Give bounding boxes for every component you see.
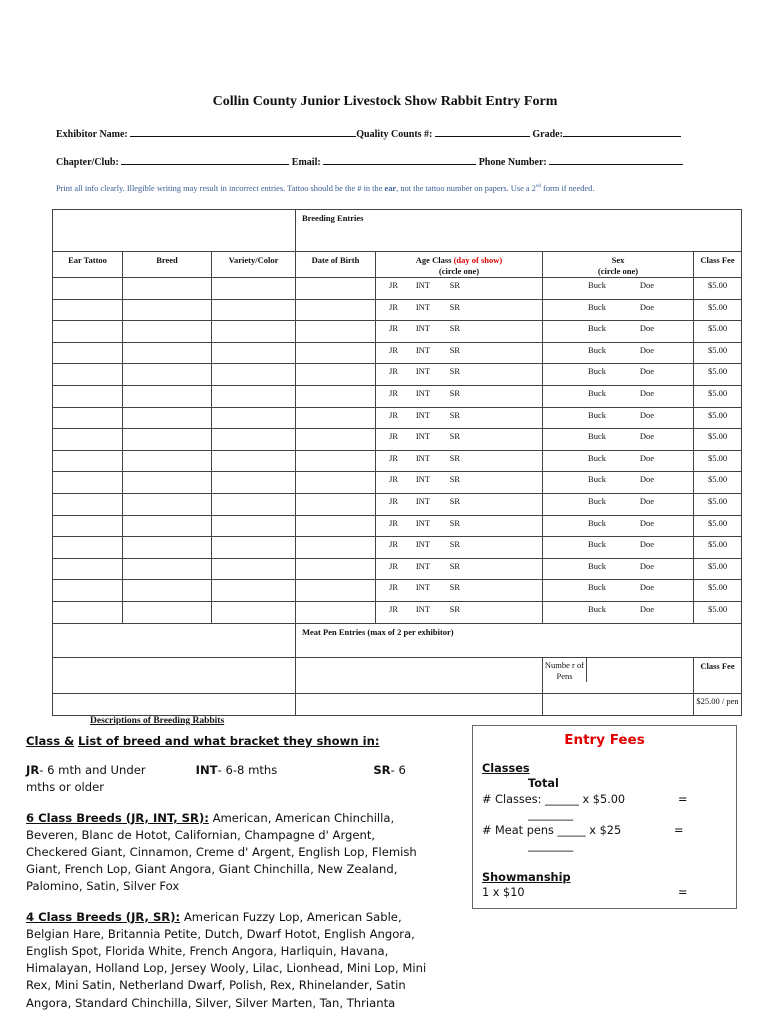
sex-cell[interactable]: [543, 515, 694, 537]
age-sr-option[interactable]: SR: [449, 474, 460, 485]
ear-tattoo-cell[interactable]: [53, 537, 123, 559]
sex-doe-option[interactable]: Doe: [639, 474, 654, 485]
meat-title-left-cell: [53, 623, 296, 657]
age-class-cell[interactable]: [376, 299, 543, 321]
breed-cell[interactable]: [123, 493, 212, 515]
breed-cell[interactable]: [123, 385, 212, 407]
breeding-entry-row: [53, 278, 742, 300]
class-fee-header: Class Fee: [694, 252, 742, 278]
sex-doe-option[interactable]: Doe: [639, 280, 654, 290]
age-int-option[interactable]: INT: [415, 431, 430, 442]
age-sr-option[interactable]: SR: [449, 323, 460, 334]
age-class-cell[interactable]: [376, 515, 543, 537]
sex-doe-option[interactable]: Doe: [639, 452, 654, 463]
meat-pens-equals: =: [674, 824, 684, 837]
meat-pens-total-blank[interactable]: ________: [528, 839, 574, 852]
variety-cell[interactable]: [212, 342, 296, 364]
dob-cell[interactable]: [296, 299, 376, 321]
age-jr-option[interactable]: JR: [389, 323, 398, 334]
age-jr-option[interactable]: JR: [389, 366, 398, 377]
class-fee-cell: $5.00: [694, 580, 742, 602]
variety-cell[interactable]: [212, 278, 296, 300]
sex-cell[interactable]: [543, 321, 694, 343]
age-int-option[interactable]: INT: [415, 452, 430, 463]
age-class-cell[interactable]: [376, 385, 543, 407]
age-class-cell[interactable]: [376, 429, 543, 451]
meat-fee-header-cell: [543, 657, 694, 693]
variety-header: Variety/Color: [212, 252, 296, 278]
sex-doe-option[interactable]: Doe: [639, 560, 654, 571]
sex-buck-option[interactable]: Buck: [588, 582, 606, 593]
age-sr-option[interactable]: SR: [449, 517, 460, 528]
age-int-option[interactable]: INT: [415, 280, 430, 290]
variety-cell[interactable]: [212, 429, 296, 451]
age-class-cell[interactable]: [376, 558, 543, 580]
ear-tattoo-cell[interactable]: [53, 515, 123, 537]
breed-cell[interactable]: [123, 558, 212, 580]
sex-doe-option[interactable]: Doe: [639, 603, 654, 614]
showmanship-equals: =: [678, 886, 688, 899]
age-class-cell[interactable]: [376, 601, 543, 623]
breeding-entry-row: [53, 321, 742, 343]
breeding-header-row: [53, 252, 742, 278]
sex-doe-option[interactable]: Doe: [639, 366, 654, 377]
meat-breed-cell[interactable]: [296, 657, 543, 693]
number-of-pens-header: Numbe r of Pens: [543, 658, 587, 682]
breed-cell[interactable]: [123, 537, 212, 559]
six-class-breeds: 6 Class Breeds (JR, INT, SR): American, American Chinchilla, Beveren, Blanc de Hotot, Californian, Champagne d' Argent, Checkered Giant, Cinnamon, Creme d' Argent, English Lop, Flemish Giant, French Lop, Giant Angora, Giant Chinchilla, New Zealand, Palomino, Satin, Silver Fox: [26, 810, 417, 894]
sex-doe-option[interactable]: Doe: [639, 495, 654, 506]
sex-buck-option[interactable]: Buck: [588, 474, 606, 485]
sex-cell[interactable]: [543, 450, 694, 472]
age-jr-option[interactable]: JR: [389, 344, 398, 355]
age-sr-option[interactable]: SR: [449, 582, 460, 593]
variety-cell[interactable]: [212, 364, 296, 386]
dob-cell[interactable]: [296, 321, 376, 343]
breed-cell[interactable]: [123, 450, 212, 472]
sex-doe-option[interactable]: Doe: [639, 539, 654, 550]
sex-buck-option[interactable]: Buck: [588, 344, 606, 355]
sex-doe-option[interactable]: Doe: [639, 323, 654, 334]
age-class-cell[interactable]: [376, 321, 543, 343]
sex-buck-option[interactable]: Buck: [588, 409, 606, 420]
age-int-option[interactable]: INT: [415, 366, 430, 377]
age-sr-option[interactable]: SR: [449, 301, 460, 312]
age-int-option[interactable]: INT: [415, 560, 430, 571]
ear-tattoo-cell[interactable]: [53, 429, 123, 451]
exhibitor-name-field[interactable]: [130, 128, 356, 137]
grade-field[interactable]: [563, 128, 681, 137]
sex-cell[interactable]: [543, 407, 694, 429]
sex-buck-option[interactable]: Buck: [588, 387, 606, 398]
variety-cell[interactable]: [212, 580, 296, 602]
breed-cell[interactable]: [123, 515, 212, 537]
ear-tattoo-cell[interactable]: [53, 385, 123, 407]
breeding-entry-row: [53, 450, 742, 472]
breeding-entry-row: [53, 429, 742, 451]
sex-cell[interactable]: [543, 364, 694, 386]
variety-cell[interactable]: [212, 537, 296, 559]
variety-cell[interactable]: [212, 450, 296, 472]
sex-cell[interactable]: [543, 537, 694, 559]
age-sr-option[interactable]: SR: [449, 366, 460, 377]
breed-header: Breed: [123, 252, 212, 278]
dob-cell[interactable]: [296, 472, 376, 494]
showmanship-line: 1 x $10: [482, 886, 525, 899]
age-sr-option[interactable]: SR: [449, 409, 460, 420]
classes-line: # Classes: ______ x $5.00: [482, 793, 626, 806]
sex-cell[interactable]: [543, 601, 694, 623]
sex-buck-option[interactable]: Buck: [588, 517, 606, 528]
entry-fees-title: Entry Fees: [564, 732, 645, 748]
breed-descriptions: [26, 733, 436, 1024]
dob-cell[interactable]: [296, 493, 376, 515]
age-class-cell[interactable]: [376, 407, 543, 429]
meat-breed-cell-2[interactable]: [296, 693, 543, 715]
variety-cell[interactable]: [212, 493, 296, 515]
meat-pens-line: # Meat pens _____ x $25: [482, 824, 622, 837]
sex-buck-option[interactable]: Buck: [588, 495, 606, 506]
sex-doe-option[interactable]: Doe: [639, 301, 654, 312]
age-class-cell[interactable]: [376, 278, 543, 300]
sex-buck-option[interactable]: Buck: [588, 452, 606, 463]
meat-pens-count-cell: [543, 693, 694, 715]
ear-word: ear: [384, 184, 397, 193]
sex-cell[interactable]: [543, 558, 694, 580]
variety-cell[interactable]: [212, 472, 296, 494]
age-jr-option[interactable]: JR: [389, 387, 398, 398]
age-jr-option[interactable]: JR: [389, 603, 398, 614]
age-int-option[interactable]: INT: [415, 301, 430, 312]
dob-cell[interactable]: [296, 601, 376, 623]
sex-doe-option[interactable]: Doe: [639, 387, 654, 398]
age-jr-option[interactable]: JR: [389, 301, 398, 312]
age-int-option[interactable]: INT: [415, 495, 430, 506]
sex-doe-option[interactable]: Doe: [639, 431, 654, 442]
dob-cell[interactable]: [296, 429, 376, 451]
ear-tattoo-cell[interactable]: [53, 278, 123, 300]
class-fee-cell: $5.00: [694, 364, 742, 386]
class-fee-cell: $5.00: [694, 342, 742, 364]
email-field[interactable]: [323, 156, 476, 165]
breeding-entry-row: [53, 342, 742, 364]
sex-cell[interactable]: [543, 385, 694, 407]
age-class-cell[interactable]: [376, 450, 543, 472]
age-class-cell[interactable]: [376, 472, 543, 494]
class-fee-cell: $5.00: [694, 493, 742, 515]
phone-label: Phone Number:: [478, 157, 547, 168]
class-fee-cell: $5.00: [694, 601, 742, 623]
breed-cell[interactable]: [123, 429, 212, 451]
ear-tattoo-cell[interactable]: [53, 493, 123, 515]
sex-buck-option[interactable]: Buck: [588, 323, 606, 334]
sex-doe-option[interactable]: Doe: [639, 409, 654, 420]
variety-cell[interactable]: [212, 299, 296, 321]
sex-doe-option[interactable]: Doe: [639, 344, 654, 355]
age-class-header: Age Class (day of show) (circle one): [376, 252, 543, 278]
age-brackets: JR- 6 mth and Under INT- 6-8 mths SR- 6 mths or older: [26, 763, 406, 795]
variety-cell[interactable]: [212, 321, 296, 343]
age-jr-option[interactable]: JR: [389, 582, 398, 593]
sex-cell[interactable]: [543, 299, 694, 321]
breed-cell[interactable]: [123, 278, 212, 300]
variety-cell[interactable]: [212, 385, 296, 407]
class-fee-cell: $5.00: [694, 450, 742, 472]
breeding-entry-row: [53, 299, 742, 321]
chapter-label: Chapter/Club:: [56, 157, 119, 168]
sex-cell[interactable]: [543, 580, 694, 602]
age-sr-option[interactable]: SR: [449, 603, 460, 614]
dob-cell[interactable]: [296, 342, 376, 364]
age-int-option[interactable]: INT: [415, 344, 430, 355]
age-sr-option[interactable]: SR: [449, 387, 460, 398]
sex-buck-option[interactable]: Buck: [588, 603, 606, 614]
age-jr-option[interactable]: JR: [389, 560, 398, 571]
age-int-option[interactable]: INT: [415, 323, 430, 334]
breeding-entry-row: [53, 407, 742, 429]
breeding-entry-row: [53, 515, 742, 537]
info-row-1: [56, 128, 681, 140]
age-jr-option[interactable]: JR: [389, 280, 398, 290]
variety-cell[interactable]: [212, 407, 296, 429]
sex-header: Sex (circle one): [543, 252, 694, 278]
breeding-entry-row: [53, 493, 742, 515]
breed-cell[interactable]: [123, 321, 212, 343]
age-jr-option[interactable]: JR: [389, 452, 398, 463]
chapter-field[interactable]: [121, 156, 289, 165]
dob-cell[interactable]: [296, 537, 376, 559]
sex-buck-option[interactable]: Buck: [588, 301, 606, 312]
age-class-cell[interactable]: [376, 364, 543, 386]
four-class-breeds: 4 Class Breeds (JR, SR): American Fuzzy Lop, American Sable, Belgian Hare, Britannia Petite, Dutch, Dwarf Hotot, English Angora, English Spot, Florida White, French Angora, Harliquin, Havana, Himalayan, Holland Lop, Jersey Wooly, Lilac, Lionhead, Mini Lop, Mini Rex, Mini Satin, Netherland Dwarf, Polish, Rex, Rhinelander, Satin Angora, Standard Chinchilla, Silver, Silver Marten, Tan, Thrianta: [26, 909, 427, 1010]
ear-tattoo-cell[interactable]: [53, 342, 123, 364]
breed-cell[interactable]: [123, 472, 212, 494]
age-jr-option[interactable]: JR: [389, 409, 398, 420]
classes-label: Classes: [482, 762, 530, 775]
breed-cell[interactable]: [123, 299, 212, 321]
age-sr-option[interactable]: SR: [449, 495, 460, 506]
total-label: Total: [528, 777, 559, 790]
sex-cell[interactable]: [543, 278, 694, 300]
sex-buck-option[interactable]: Buck: [588, 366, 606, 377]
dob-cell[interactable]: [296, 515, 376, 537]
variety-cell[interactable]: [212, 601, 296, 623]
age-sr-option[interactable]: SR: [449, 539, 460, 550]
ear-tattoo-cell[interactable]: [53, 601, 123, 623]
breed-cell[interactable]: [123, 364, 212, 386]
age-int-option[interactable]: INT: [415, 539, 430, 550]
classes-total-blank[interactable]: ________: [528, 808, 574, 821]
quality-counts-field[interactable]: [435, 128, 530, 137]
age-int-option[interactable]: INT: [415, 582, 430, 593]
class-fee-cell: $5.00: [694, 407, 742, 429]
dob-header: Date of Birth: [296, 252, 376, 278]
class-fee-cell: $5.00: [694, 472, 742, 494]
class-fee-cell: $5.00: [694, 429, 742, 451]
dob-cell[interactable]: [296, 407, 376, 429]
breeding-entry-row: [53, 364, 742, 386]
breeding-title: Breeding Entries: [296, 210, 742, 252]
grade-label: Grade:: [532, 129, 563, 140]
age-class-cell[interactable]: [376, 537, 543, 559]
ear-tattoo-header: Ear Tattoo: [53, 252, 123, 278]
ear-tattoo-cell[interactable]: [53, 558, 123, 580]
age-jr-option[interactable]: JR: [389, 495, 398, 506]
entry-fees-box: [472, 725, 737, 909]
classes-equals: =: [678, 793, 688, 806]
phone-field[interactable]: [549, 156, 683, 165]
quality-counts-label: Quality Counts #:: [356, 129, 433, 140]
instructions-note: Print all info clearly. Illegible writing may result in incorrect entries. Tattoo should be the # in the ear, not the tattoo number on papers. Use a 2nd form if needed.: [56, 184, 595, 193]
ear-tattoo-cell[interactable]: [53, 450, 123, 472]
ear-tattoo-cell[interactable]: [53, 407, 123, 429]
breed-cell[interactable]: [123, 580, 212, 602]
age-class-cell[interactable]: [376, 580, 543, 602]
class-fee-cell: $5.00: [694, 537, 742, 559]
meat-entry-cell-2[interactable]: [53, 693, 296, 715]
variety-cell[interactable]: [212, 515, 296, 537]
dob-cell[interactable]: [296, 450, 376, 472]
ear-tattoo-cell[interactable]: [53, 472, 123, 494]
age-int-option[interactable]: INT: [415, 387, 430, 398]
age-jr-option[interactable]: JR: [389, 517, 398, 528]
dob-cell[interactable]: [296, 385, 376, 407]
breed-cell[interactable]: [123, 601, 212, 623]
class-fee-cell: $5.00: [694, 385, 742, 407]
breeding-entry-row: [53, 385, 742, 407]
showmanship-label: Showmanship: [482, 871, 571, 884]
sex-doe-option[interactable]: Doe: [639, 582, 654, 593]
form-title: Collin County Junior Livestock Show Rabbit Entry Form: [212, 94, 558, 109]
breeding-title-left-cell: [53, 210, 296, 252]
sex-cell[interactable]: [543, 429, 694, 451]
sex-cell[interactable]: [543, 472, 694, 494]
dob-cell[interactable]: [296, 558, 376, 580]
age-sr-option[interactable]: SR: [449, 560, 460, 571]
ear-tattoo-cell[interactable]: [53, 321, 123, 343]
entry-table: [52, 209, 742, 716]
sex-buck-option[interactable]: Buck: [588, 560, 606, 571]
age-sr-option[interactable]: SR: [449, 344, 460, 355]
class-fee-cell: $5.00: [694, 299, 742, 321]
age-int-option[interactable]: INT: [415, 474, 430, 485]
class-fee-cell: $5.00: [694, 321, 742, 343]
info-row-2: [56, 156, 683, 168]
sex-buck-option[interactable]: Buck: [588, 431, 606, 442]
dob-cell[interactable]: [296, 364, 376, 386]
sex-cell[interactable]: [543, 493, 694, 515]
ear-tattoo-cell[interactable]: [53, 299, 123, 321]
age-sr-option[interactable]: SR: [449, 280, 460, 290]
breeding-entry-row: [53, 601, 742, 623]
age-class-cell[interactable]: [376, 342, 543, 364]
sex-buck-option[interactable]: Buck: [588, 539, 606, 550]
breeding-entry-row: [53, 580, 742, 602]
meat-fee-value: $25.00 / pen: [694, 693, 742, 715]
class-fee-cell: $5.00: [694, 558, 742, 580]
breed-cell[interactable]: [123, 407, 212, 429]
class-fee-cell: $5.00: [694, 278, 742, 300]
sex-doe-option[interactable]: Doe: [639, 517, 654, 528]
exhibitor-label: Exhibitor Name:: [56, 129, 128, 140]
sex-buck-option[interactable]: Buck: [588, 280, 606, 290]
age-int-option[interactable]: INT: [415, 603, 430, 614]
breed-cell[interactable]: [123, 342, 212, 364]
age-sr-option[interactable]: SR: [449, 452, 460, 463]
breeding-entry-row: [53, 558, 742, 580]
dob-cell[interactable]: [296, 278, 376, 300]
age-jr-option[interactable]: JR: [389, 474, 398, 485]
age-jr-option[interactable]: JR: [389, 539, 398, 550]
bracket-heading: Class & List of breed and what bracket they shown in:: [26, 734, 380, 748]
variety-cell[interactable]: [212, 558, 296, 580]
sex-cell[interactable]: [543, 342, 694, 364]
dob-cell[interactable]: [296, 580, 376, 602]
age-sr-option[interactable]: SR: [449, 431, 460, 442]
class-fee-cell: $5.00: [694, 515, 742, 537]
meat-entry-cell[interactable]: [53, 657, 296, 693]
breeding-entry-row: [53, 472, 742, 494]
descriptions-title: Descriptions of Breeding Rabbits: [90, 716, 225, 726]
meat-class-fee-header: Class Fee: [694, 657, 742, 693]
age-int-option[interactable]: INT: [415, 409, 430, 420]
ear-tattoo-cell[interactable]: [53, 580, 123, 602]
ear-tattoo-cell[interactable]: [53, 364, 123, 386]
age-int-option[interactable]: INT: [415, 517, 430, 528]
age-jr-option[interactable]: JR: [389, 431, 398, 442]
email-label: Email:: [291, 157, 321, 168]
meat-pen-title: Meat Pen Entries (max of 2 per exhibitor): [296, 623, 742, 657]
age-class-cell[interactable]: [376, 493, 543, 515]
breeding-entry-row: [53, 537, 742, 559]
